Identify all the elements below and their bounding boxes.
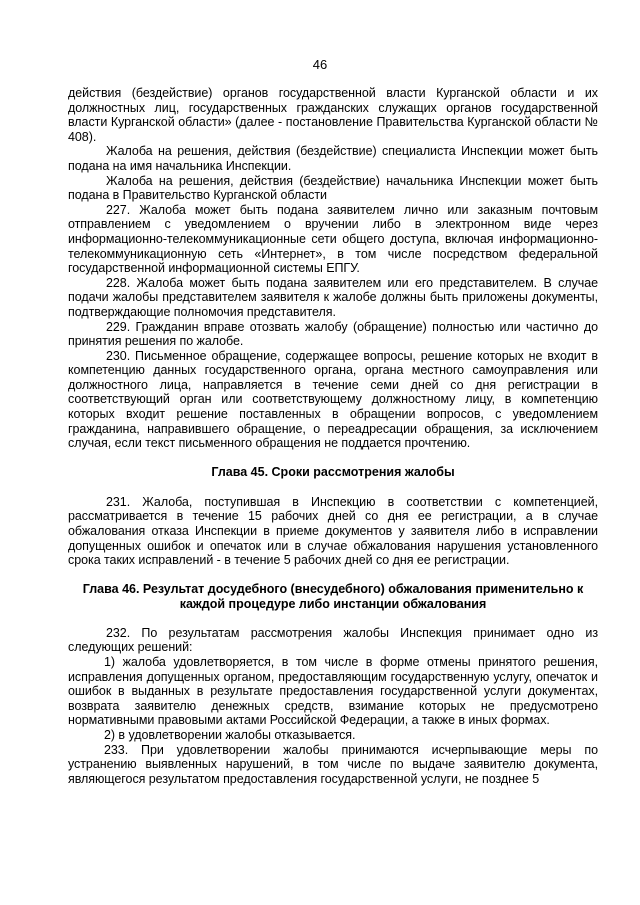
chapter-45-heading: Глава 45. Сроки рассмотрения жалобы [211,464,455,479]
paragraph-228: 228. Жалоба может быть подана заявителем или его представителем. В случае подачи жалобы представителем заявителя к жалобе должны быть приложены документы, подтверждающие полномочия представителя. [68,275,598,319]
paragraph-233: 233. При удовлетворении жалобы принимаются исчерпывающие меры по устранению выявленных нарушений, в том числе по выдаче заявителю документа, являющегося результатом предоставления государственной услуги, не позднее 5 [68,742,598,786]
paragraph-232-item-1: 1) жалоба удовлетворяется, в том числе в форме отмены принятого решения, исправления допущенных органом, предоставляющим государственную услугу, опечаток и ошибок в выданных в результате предоставления государственной услуги документах, возврата заявителю денежных средств, взимание которых не предусмотрено нормативными правовыми актами Российской Федерации, а также в иных формах. [68,655,598,728]
paragraph-230: 230. Письменное обращение, содержащее вопросы, решение которых не входит в компетенцию данных государственного органа, органа местного самоуправления или должностного лица, направляется в течение семи дней со дня регистрации в соответствующий орган или соответствующему должностному лицу, в компетенцию которых входит решение поставленных в обращении вопросов, с уведомлением гражданина, направившего обращение, о переадресации обращения, за исключением случая, если текст письменного обращения не поддается прочтению. [68,348,598,451]
page-content [68,86,598,786]
paragraph-complaint-specialist: Жалоба на решения, действия (бездействие) специалиста Инспекции может быть подана на имя начальника Инспекции. [68,144,598,173]
paragraph-232: 232. По результатам рассмотрения жалобы Инспекция принимает одно из следующих решений: [68,625,598,655]
paragraph-complaint-head: Жалоба на решения, действия (бездействие) начальника Инспекции может быть подана в Правительство Курганской области [68,173,598,203]
paragraph-232-item-2: 2) в удовлетворении жалобы отказывается. [104,727,356,742]
paragraph-227: 227. Жалоба может быть подана заявителем лично или заказным почтовым отправлением с уведомлением о вручении либо в электронном виде через информационно-телекоммуникационные сети общего доступа, включая информационно-телекоммуникационную сеть «Интернет», в том числе посредством федеральной государственной информационной системы ЕПГУ. [68,202,598,276]
chapter-46-heading: Глава 46. Результат досудебного (внесудебного) обжалования применительно к каждой процедуре либо инстанции обжалования [82,581,584,611]
paragraph-231: 231. Жалоба, поступившая в Инспекцию в соответствии с компетенцией, рассматривается в течение 15 рабочих дней со дня ее регистрации, а в случае обжалования отказа Инспекции в приеме документов у заявителя либо в исправлении допущенных ошибок и опечаток или в случае обжалования нарушения установленного срока таких исправлений - в течение 5 рабочих дней со дня ее регистрации. [68,494,598,568]
paragraph-continuation: действия (бездействие) органов государственной власти Курганской области и их должностных лиц, государственных гражданских служащих органов государственной власти Курганской области» (далее - постановление Правительства Курганской области № 408). [68,86,598,144]
page-number: 46 [312,57,328,72]
paragraph-229: 229. Гражданин вправе отозвать жалобу (обращение) полностью или частично до принятия решения по жалобе. [68,319,598,349]
